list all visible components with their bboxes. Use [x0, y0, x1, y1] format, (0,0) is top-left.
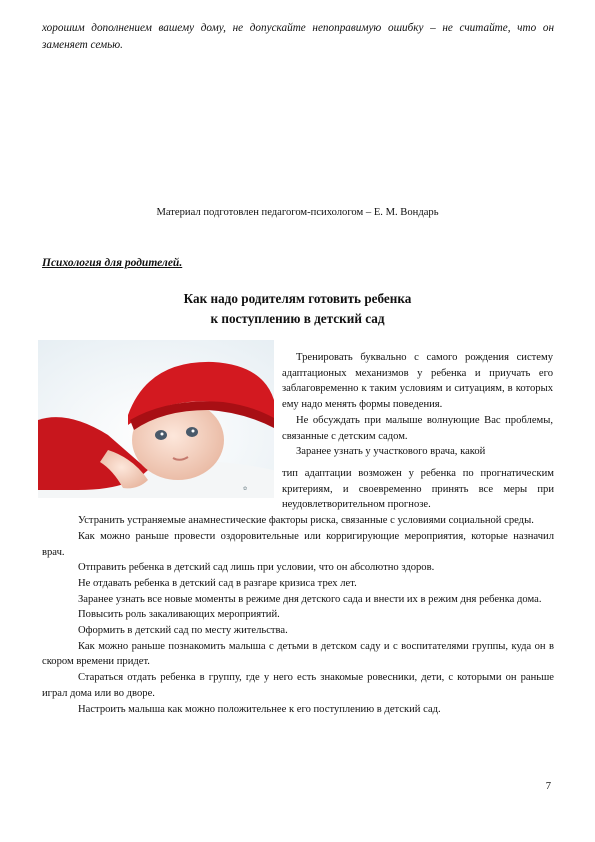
title-line-2: к поступлению в детский сад [210, 311, 385, 326]
paragraph: Устранить устраняемые анамнестические факторы риска, связанные с условиями социальной среды. [78, 515, 534, 527]
paragraph: Как можно раньше познакомить малыша с детьми в детском саду и с воспитателями группы, куда он в скором времени придет. [42, 640, 554, 668]
paragraph: Отправить ребенка в детский сад лишь при условии, что он абсолютно здоров. [78, 562, 435, 574]
author-line: Материал подготовлен педагогом-психологом – Е. М. Вондарь [156, 207, 439, 218]
paragraph: Стараться отдать ребенка в группу, где у него есть знакомые ровесники, дети, с которыми он раньше играл дома или во дворе. [42, 672, 554, 699]
svg-text:✿: ✿ [243, 486, 248, 492]
right-column-text [282, 350, 553, 460]
page-title [0, 289, 595, 329]
paragraph: Заранее узнать все новые моменты в режиме дня детского сада и внести их в режим дня ребенка дома. [78, 593, 542, 605]
paragraph: Повысить роль закаливающих мероприятий. [78, 609, 280, 621]
paragraph: Заранее узнать у участкового врача, какой [296, 446, 486, 458]
paragraph-continuation: тип адаптации возможен у ребенка по прогнатическим критериям, и своевременно принять все меры при неудовлетворительном прогнозе. [282, 468, 554, 511]
paragraph: Не обсуждать при малыше волнующие Вас проблемы, связанные с детским садом. [282, 414, 553, 442]
paragraph: Не отдавать ребенка в детский сад в разгаре кризиса трех лет. [78, 577, 357, 589]
paragraph: Тренировать буквально с самого рождения систему адаптационых механизмов у ребенка и приучать его заблаговременно к таким условиям и ситуациям, в которых ему надо менять формы поведения. [282, 352, 553, 411]
body-text [42, 466, 554, 717]
paragraph: Оформить в детский сад по месту жительства. [78, 625, 288, 637]
paragraph: Настроить малыша как можно положительнее к его поступлению в детский сад. [78, 703, 441, 715]
section-label: Психология для родителей. [42, 257, 183, 269]
paragraph: Как можно раньше провести оздоровительные или корригирующие мероприятия, которые назначил врач. [42, 530, 554, 558]
title-line-1: Как надо родителям готовить ребенка [183, 291, 412, 306]
page-number: 7 [545, 781, 551, 792]
top-paragraph: хорошим дополнением вашему дому, не допускайте непоправимую ошибку – не считайте, что он заменяет семью. [42, 22, 554, 51]
